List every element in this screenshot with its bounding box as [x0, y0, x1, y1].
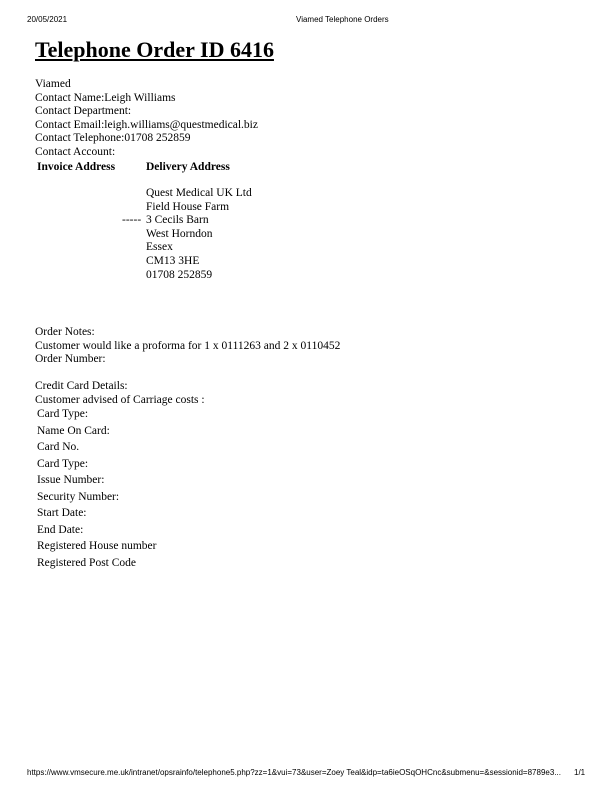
card-field: Name On Card: [37, 424, 110, 437]
card-field: End Date: [37, 523, 84, 536]
page-title: Telephone Order ID 6416 [35, 37, 274, 62]
card-field: Issue Number: [37, 474, 105, 486]
delivery-line: West Horndon [146, 227, 213, 240]
card-field: Card No. [37, 441, 80, 453]
company-name: Viamed [35, 78, 71, 90]
delivery-line: Essex [146, 241, 173, 254]
card-field: Card Type: [37, 457, 89, 470]
print-page-title: Viamed Telephone Orders [296, 15, 389, 24]
carriage-costs-note: Customer advised of Carriage costs : [35, 393, 205, 406]
delivery-address-heading: Delivery Address [146, 161, 230, 173]
contact-account: Contact Account: [35, 145, 116, 158]
delivery-line: Field House Farm [146, 200, 230, 213]
card-field: Registered House number [37, 540, 157, 552]
order-notes-text: Customer would like a proforma for 1 x 0111263 and 2 x 0110452 [35, 339, 341, 352]
print-url: https://www.vmsecure.me.uk/intranet/opsrainfo/telephone5.php?zz=1&vui=73&user=Zoey Teal&idp=ta6ieOSqOHCnc&submenu=&sessionid=8789e3... [27, 768, 561, 777]
delivery-address-lines [146, 187, 252, 282]
credit-card-heading: Credit Card Details: [35, 380, 128, 392]
invoice-address-heading: Invoice Address [37, 161, 116, 173]
credit-card-block [35, 380, 205, 407]
card-field: Card Type: [37, 408, 89, 420]
credit-card-fields [37, 408, 156, 573]
order-notes-block [35, 326, 340, 367]
contact-department: Contact Department: [35, 105, 132, 118]
print-date: 20/05/2021 [27, 15, 68, 24]
card-field: Registered Post Code [37, 556, 137, 569]
invoice-address-placeholder: ----- [122, 214, 142, 226]
delivery-line: CM13 3HE [146, 254, 200, 267]
order-notes-label: Order Notes: [35, 326, 95, 338]
contact-name: Contact Name:Leigh Williams [35, 91, 176, 104]
card-field: Security Number: [37, 490, 120, 503]
delivery-line: 3 Cecils Barn [146, 214, 209, 227]
delivery-line: Quest Medical UK Ltd [146, 187, 252, 199]
print-page-number: 1/1 [574, 768, 586, 777]
delivery-line: 01708 252859 [146, 268, 213, 281]
contact-block [35, 78, 258, 160]
contact-email: Contact Email:leigh.williams@questmedical.biz [35, 118, 258, 131]
card-field: Start Date: [37, 507, 87, 519]
contact-telephone: Contact Telephone:01708 252859 [35, 132, 191, 145]
order-number: Order Number: [35, 353, 106, 366]
